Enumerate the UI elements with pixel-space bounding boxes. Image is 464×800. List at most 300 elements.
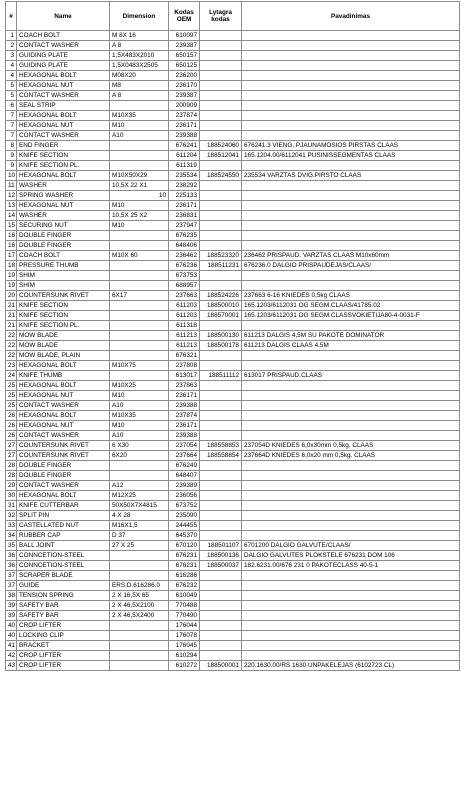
- table-row: [6, 161, 460, 171]
- part-dimension: 10: [110, 191, 169, 201]
- table-row: [6, 61, 460, 71]
- part-dimension: M8: [110, 81, 169, 91]
- table-row: [6, 451, 460, 461]
- row-number: 28: [6, 471, 17, 481]
- part-description: [242, 591, 460, 601]
- part-description: [242, 351, 460, 361]
- table-row: [6, 471, 460, 481]
- oem-code: 611204: [169, 151, 200, 161]
- row-number: 22: [6, 341, 17, 351]
- part-dimension: [110, 651, 169, 661]
- oem-code: 235090: [169, 511, 200, 521]
- part-name: PRESSURE THUMB: [17, 261, 110, 271]
- table-row: [6, 381, 460, 391]
- lytagra-code: [200, 271, 242, 281]
- table-row: [6, 181, 460, 191]
- part-name: SPRING WASHER: [17, 191, 110, 201]
- part-description: [242, 571, 460, 581]
- oem-code: 611203: [169, 311, 200, 321]
- part-name: DOUBLE FINGER: [17, 461, 110, 471]
- part-name: COACH BOLT: [17, 251, 110, 261]
- part-dimension: [110, 241, 169, 251]
- part-description: 236462 PRISPAUD. VARZTAS CLAAS M10x60mm: [242, 251, 460, 261]
- oem-code: 239387: [169, 91, 200, 101]
- part-dimension: 6X17: [110, 291, 169, 301]
- part-name: HEXAGONAL NUT: [17, 201, 110, 211]
- part-dimension: [110, 271, 169, 281]
- part-description: 235534 VARZTAS DVIG.PIRSTO CLAAS: [242, 171, 460, 181]
- part-name: COUNTERSUNK RIVET: [17, 451, 110, 461]
- header-dimension: Dimension: [110, 2, 169, 31]
- part-name: HEXAGONAL BOLT: [17, 111, 110, 121]
- oem-code: 611203: [169, 301, 200, 311]
- table-row: [6, 281, 460, 291]
- row-number: 4: [6, 61, 17, 71]
- header-pavadinimas: Pavadinimas: [242, 2, 460, 31]
- part-description: [242, 101, 460, 111]
- table-row: [6, 431, 460, 441]
- row-number: 20: [6, 291, 17, 301]
- row-number: 19: [6, 271, 17, 281]
- part-dimension: [110, 161, 169, 171]
- table-row: [6, 551, 460, 561]
- row-number: 24: [6, 371, 17, 381]
- oem-code: 239388: [169, 401, 200, 411]
- lytagra-code: 188511112: [200, 371, 242, 381]
- part-name: HEXAGONAL BOLT: [17, 381, 110, 391]
- oem-code: 611318: [169, 321, 200, 331]
- part-name: COUNTERSUNK RIVET: [17, 441, 110, 451]
- lytagra-code: 188512041: [200, 151, 242, 161]
- part-name: BALL JOINT: [17, 541, 110, 551]
- part-description: [242, 481, 460, 491]
- part-description: [242, 181, 460, 191]
- part-description: [242, 381, 460, 391]
- table-row: [6, 631, 460, 641]
- part-description: DALGIO GALVUTES PLOKSTELE 676231 DOM 106: [242, 551, 460, 561]
- table-row: [6, 521, 460, 531]
- part-dimension: M 8X 16: [110, 31, 169, 41]
- lytagra-code: [200, 591, 242, 601]
- lytagra-code: 188524550: [200, 171, 242, 181]
- part-name: KNIFE CUTTERBAR: [17, 501, 110, 511]
- part-description: [242, 391, 460, 401]
- oem-code: 610097: [169, 31, 200, 41]
- lytagra-code: [200, 631, 242, 641]
- part-description: [242, 511, 460, 521]
- table-row: [6, 571, 460, 581]
- part-dimension: M16X1,5: [110, 521, 169, 531]
- lytagra-code: [200, 481, 242, 491]
- lytagra-code: [200, 641, 242, 651]
- lytagra-code: [200, 81, 242, 91]
- row-number: 19: [6, 281, 17, 291]
- part-description: 237664D KNIEDES 6,0x20 mm 0,5kg. CLAAS: [242, 451, 460, 461]
- lytagra-code: [200, 401, 242, 411]
- lytagra-code: [200, 391, 242, 401]
- table-row: [6, 111, 460, 121]
- row-number: 6: [6, 101, 17, 111]
- part-description: [242, 71, 460, 81]
- part-name: DOUBLE FINGER: [17, 471, 110, 481]
- row-number: 36: [6, 551, 17, 561]
- row-number: 25: [6, 401, 17, 411]
- part-dimension: [110, 641, 169, 651]
- table-row: [6, 271, 460, 281]
- table-row: [6, 131, 460, 141]
- row-number: 21: [6, 321, 17, 331]
- part-name: HEXAGONAL BOLT: [17, 71, 110, 81]
- lytagra-code: [200, 191, 242, 201]
- header-lytagra: Lytagra kodas: [200, 2, 242, 31]
- part-dimension: [110, 571, 169, 581]
- oem-code: 676232: [169, 581, 200, 591]
- row-number: 10: [6, 171, 17, 181]
- part-name: HEXAGONAL BOLT: [17, 361, 110, 371]
- row-number: 40: [6, 621, 17, 631]
- row-number: 22: [6, 351, 17, 361]
- table-row: [6, 611, 460, 621]
- oem-code: 236831: [169, 211, 200, 221]
- part-description: [242, 201, 460, 211]
- lytagra-code: [200, 221, 242, 231]
- row-number: 26: [6, 431, 17, 441]
- table-row: [6, 501, 460, 511]
- part-name: GUIDING PLATE: [17, 61, 110, 71]
- part-description: [242, 321, 460, 331]
- part-description: 165.1203/6112031 OG SEGM.CLASSVOKIETIJA80-4-0031-F: [242, 311, 460, 321]
- part-dimension: M10X35: [110, 411, 169, 421]
- part-dimension: A10: [110, 131, 169, 141]
- part-name: CASTELLATED NUT: [17, 521, 110, 531]
- row-number: 16: [6, 241, 17, 251]
- part-dimension: [110, 101, 169, 111]
- oem-code: 645370: [169, 531, 200, 541]
- table-row: [6, 251, 460, 261]
- table-row: [6, 591, 460, 601]
- table-row: [6, 141, 460, 151]
- part-description: [242, 161, 460, 171]
- table-row: [6, 391, 460, 401]
- oem-code: 236462: [169, 251, 200, 261]
- table-row: [6, 71, 460, 81]
- oem-code: 611213: [169, 341, 200, 351]
- table-row: [6, 321, 460, 331]
- part-name: HEXAGONAL NUT: [17, 421, 110, 431]
- part-description: [242, 641, 460, 651]
- lytagra-code: 188558853: [200, 441, 242, 451]
- part-dimension: 10,5X 25 X2: [110, 211, 169, 221]
- part-name: SECURING NUT: [17, 221, 110, 231]
- part-description: [242, 631, 460, 641]
- part-description: [242, 211, 460, 221]
- part-description: [242, 231, 460, 241]
- row-number: 30: [6, 491, 17, 501]
- part-description: [242, 91, 460, 101]
- oem-code: 610049: [169, 591, 200, 601]
- part-name: SCRAPER BLADE: [17, 571, 110, 581]
- part-description: [242, 131, 460, 141]
- part-name: GUIDING PLATE: [17, 51, 110, 61]
- oem-code: 676231: [169, 551, 200, 561]
- part-description: [242, 531, 460, 541]
- lytagra-code: [200, 71, 242, 81]
- row-number: 25: [6, 381, 17, 391]
- oem-code: 673753: [169, 271, 200, 281]
- lytagra-code: [200, 571, 242, 581]
- table-row: [6, 411, 460, 421]
- oem-code: 236171: [169, 201, 200, 211]
- table-row: [6, 561, 460, 571]
- part-name: SHIM: [17, 281, 110, 291]
- part-dimension: M10X 60: [110, 251, 169, 261]
- lytagra-code: [200, 611, 242, 621]
- oem-code: 236171: [169, 121, 200, 131]
- row-number: 39: [6, 601, 17, 611]
- row-number: 13: [6, 201, 17, 211]
- table-row: [6, 51, 460, 61]
- part-name: COACH BOLT: [17, 31, 110, 41]
- part-dimension: 6X20: [110, 451, 169, 461]
- oem-code: 237808: [169, 361, 200, 371]
- part-dimension: [110, 321, 169, 331]
- row-number: 12: [6, 191, 17, 201]
- part-description: 676241.3 VIENG. PJAUNAMOSIOS PIRSTAS CLAAS: [242, 141, 460, 151]
- lytagra-code: [200, 131, 242, 141]
- lytagra-code: [200, 581, 242, 591]
- row-number: 36: [6, 561, 17, 571]
- part-name: SPLIT PIN: [17, 511, 110, 521]
- table-row: [6, 311, 460, 321]
- part-dimension: 50X50X7X4815: [110, 501, 169, 511]
- part-name: KNIFE SECTION PL.: [17, 321, 110, 331]
- parts-table: [5, 1, 460, 671]
- lytagra-code: 188500037: [200, 561, 242, 571]
- row-number: 21: [6, 311, 17, 321]
- part-description: 220.1630.00/RS 1630 UNPAKELEJAS (6102723 CL): [242, 661, 460, 671]
- part-description: 613017 PRISPAUD.CLAAS: [242, 371, 460, 381]
- table-row: [6, 191, 460, 201]
- table-row: [6, 461, 460, 471]
- oem-code: 611213: [169, 331, 200, 341]
- row-number: 38: [6, 591, 17, 601]
- part-dimension: M12X25: [110, 491, 169, 501]
- oem-code: 200909: [169, 101, 200, 111]
- part-dimension: [110, 371, 169, 381]
- oem-code: 676236: [169, 261, 200, 271]
- table-row: [6, 171, 460, 181]
- row-number: 14: [6, 211, 17, 221]
- part-name: BRACKET: [17, 641, 110, 651]
- part-description: 237054D KNIEDES 6,0x30mm 0,5kg. CLAAS: [242, 441, 460, 451]
- row-number: 9: [6, 161, 17, 171]
- oem-code: 244455: [169, 521, 200, 531]
- row-number: 5: [6, 91, 17, 101]
- part-description: [242, 191, 460, 201]
- table-row: [6, 401, 460, 411]
- part-name: WASHER: [17, 181, 110, 191]
- part-name: SEAL STRIP: [17, 101, 110, 111]
- lytagra-code: [200, 201, 242, 211]
- lytagra-code: [200, 31, 242, 41]
- part-name: HEXAGONAL BOLT: [17, 171, 110, 181]
- part-name: LOCKING CLIP: [17, 631, 110, 641]
- part-description: [242, 121, 460, 131]
- row-number: 42: [6, 651, 17, 661]
- oem-code: 239389: [169, 481, 200, 491]
- lytagra-code: [200, 111, 242, 121]
- part-dimension: A 8: [110, 91, 169, 101]
- row-number: 16: [6, 231, 17, 241]
- oem-code: 237947: [169, 221, 200, 231]
- oem-code: 676241: [169, 141, 200, 151]
- part-dimension: M10X75: [110, 361, 169, 371]
- row-number: 2: [6, 41, 17, 51]
- table-header-row: [6, 2, 460, 31]
- lytagra-code: [200, 91, 242, 101]
- oem-code: 235534: [169, 171, 200, 181]
- part-name: END FINGER: [17, 141, 110, 151]
- row-number: 15: [6, 221, 17, 231]
- row-number: 7: [6, 111, 17, 121]
- row-number: 11: [6, 181, 17, 191]
- part-dimension: [110, 631, 169, 641]
- part-dimension: D 37: [110, 531, 169, 541]
- part-description: [242, 461, 460, 471]
- part-description: 165.1204.00/6112041 PUSINISSEGMENTAS CLAAS: [242, 151, 460, 161]
- part-dimension: ERS.D.616286.0: [110, 581, 169, 591]
- lytagra-code: [200, 521, 242, 531]
- part-name: CROP LIFTER: [17, 621, 110, 631]
- part-name: CONTACT WASHER: [17, 481, 110, 491]
- row-number: 23: [6, 361, 17, 371]
- table-row: [6, 481, 460, 491]
- table-row: [6, 81, 460, 91]
- part-dimension: [110, 231, 169, 241]
- lytagra-code: [200, 241, 242, 251]
- row-number: 33: [6, 521, 17, 531]
- table-row: [6, 291, 460, 301]
- oem-code: 176044: [169, 621, 200, 631]
- table-row: [6, 331, 460, 341]
- lytagra-code: 188511231: [200, 261, 242, 271]
- header-oem: Kodas OEM: [169, 2, 200, 31]
- oem-code: 688957: [169, 281, 200, 291]
- table-row: [6, 601, 460, 611]
- row-number: 7: [6, 121, 17, 131]
- part-description: [242, 41, 460, 51]
- oem-code: 236171: [169, 421, 200, 431]
- row-number: 32: [6, 511, 17, 521]
- oem-code: 237863: [169, 381, 200, 391]
- part-name: KNIFE SECTION PL.: [17, 161, 110, 171]
- part-description: [242, 221, 460, 231]
- row-number: 43: [6, 661, 17, 671]
- table-row: [6, 421, 460, 431]
- part-name: HEXAGONAL NUT: [17, 121, 110, 131]
- oem-code: 676249: [169, 461, 200, 471]
- lytagra-code: 188558854: [200, 451, 242, 461]
- part-description: 611213 DALGIS 4,5M SU PAKOTE DOMINATOR: [242, 331, 460, 341]
- table-row: [6, 441, 460, 451]
- part-description: [242, 281, 460, 291]
- row-number: 21: [6, 301, 17, 311]
- oem-code: 225133: [169, 191, 200, 201]
- part-name: DOUBLE FINGER: [17, 241, 110, 251]
- part-description: [242, 471, 460, 481]
- row-number: 37: [6, 581, 17, 591]
- part-dimension: 2 X 46,5X2400: [110, 611, 169, 621]
- part-description: [242, 521, 460, 531]
- oem-code: 238292: [169, 181, 200, 191]
- lytagra-code: [200, 461, 242, 471]
- part-dimension: M10: [110, 121, 169, 131]
- part-name: RUBBER CAP: [17, 531, 110, 541]
- part-dimension: M08X20: [110, 71, 169, 81]
- oem-code: 648407: [169, 471, 200, 481]
- lytagra-code: 188500130: [200, 331, 242, 341]
- oem-code: 236200: [169, 71, 200, 81]
- part-dimension: A12: [110, 481, 169, 491]
- lytagra-code: 188524226: [200, 291, 242, 301]
- lytagra-code: [200, 161, 242, 171]
- lytagra-code: [200, 51, 242, 61]
- part-dimension: [110, 561, 169, 571]
- row-number: 31: [6, 501, 17, 511]
- row-number: 26: [6, 411, 17, 421]
- part-dimension: M10X25: [110, 381, 169, 391]
- part-dimension: [110, 141, 169, 151]
- oem-code: 237663: [169, 291, 200, 301]
- row-number: 18: [6, 261, 17, 271]
- part-name: SAFETY BAR: [17, 601, 110, 611]
- table-row: [6, 201, 460, 211]
- part-description: 182.6231.00/676 231 0 PAKOTECLASS 40-5-1: [242, 561, 460, 571]
- part-dimension: M10X35: [110, 111, 169, 121]
- oem-code: 616286: [169, 571, 200, 581]
- part-name: CONTACT WASHER: [17, 91, 110, 101]
- oem-code: 176045: [169, 641, 200, 651]
- part-dimension: [110, 301, 169, 311]
- oem-code: 676321: [169, 351, 200, 361]
- table-row: [6, 541, 460, 551]
- oem-code: 611319: [169, 161, 200, 171]
- part-name: SHIM: [17, 271, 110, 281]
- oem-code: 676231: [169, 561, 200, 571]
- part-description: [242, 431, 460, 441]
- part-description: [242, 271, 460, 281]
- table-row: [6, 241, 460, 251]
- part-description: 237663 6-16 KNIEDES 0,5kg CLAAS: [242, 291, 460, 301]
- oem-code: 673752: [169, 501, 200, 511]
- lytagra-code: [200, 231, 242, 241]
- part-dimension: M10: [110, 391, 169, 401]
- part-name: KNIFE SECTION: [17, 301, 110, 311]
- part-name: MOW BLADE: [17, 341, 110, 351]
- lytagra-code: [200, 431, 242, 441]
- oem-code: 613017: [169, 371, 200, 381]
- table-row: [6, 261, 460, 271]
- lytagra-code: 188524060: [200, 141, 242, 151]
- row-number: 3: [6, 51, 17, 61]
- row-number: 35: [6, 541, 17, 551]
- part-name: HEXAGONAL NUT: [17, 391, 110, 401]
- part-name: CONNCETION-STEEL: [17, 551, 110, 561]
- lytagra-code: [200, 351, 242, 361]
- part-dimension: [110, 261, 169, 271]
- lytagra-code: [200, 101, 242, 111]
- oem-code: 239387: [169, 41, 200, 51]
